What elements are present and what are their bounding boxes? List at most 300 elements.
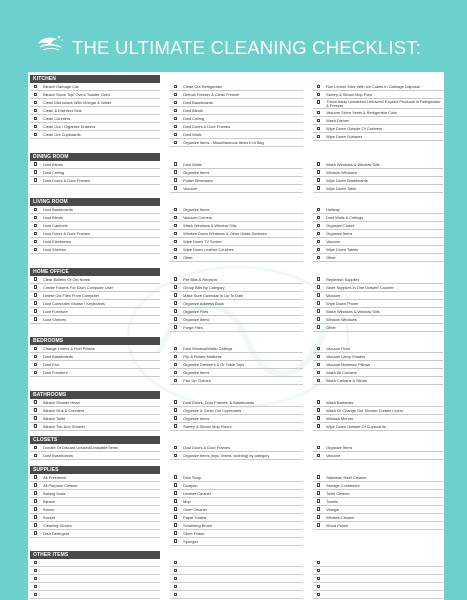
checklist-item[interactable]	[30, 567, 160, 575]
checkbox[interactable]	[174, 577, 178, 581]
checkbox[interactable]	[317, 224, 321, 228]
checklist-item[interactable]	[30, 222, 160, 230]
checklist-item[interactable]	[30, 407, 160, 415]
checklist-item[interactable]	[30, 444, 160, 452]
checklist-item[interactable]	[30, 206, 160, 214]
checklist-item[interactable]	[30, 559, 160, 567]
checkbox[interactable]	[174, 408, 178, 412]
checkbox[interactable]	[317, 285, 321, 289]
checkbox[interactable]	[34, 125, 38, 129]
checkbox[interactable]	[317, 347, 321, 351]
checklist-item[interactable]	[313, 292, 443, 300]
checklist-item[interactable]	[170, 276, 303, 284]
checklist-item[interactable]	[30, 423, 160, 431]
checklist-item[interactable]	[313, 276, 443, 284]
checkbox[interactable]	[174, 224, 178, 228]
checkbox[interactable]	[34, 162, 38, 166]
checkbox[interactable]	[317, 208, 321, 212]
checkbox[interactable]	[174, 483, 178, 487]
checklist-item[interactable]	[30, 83, 160, 91]
checkbox[interactable]	[174, 93, 178, 97]
checkbox[interactable]	[34, 93, 38, 97]
checklist-item[interactable]	[170, 567, 303, 575]
checkbox[interactable]	[174, 569, 178, 573]
checklist-item[interactable]	[30, 169, 160, 177]
checklist-item[interactable]	[30, 292, 160, 300]
checklist-item[interactable]	[170, 292, 303, 300]
checkbox[interactable]	[34, 293, 38, 297]
checklist-item[interactable]	[170, 559, 303, 567]
checkbox[interactable]	[34, 577, 38, 581]
checklist-item[interactable]	[30, 316, 160, 324]
checklist-item[interactable]	[170, 538, 303, 546]
checkbox[interactable]	[317, 416, 321, 420]
checklist-item[interactable]	[170, 506, 303, 514]
checkbox[interactable]	[174, 232, 178, 236]
checklist-item[interactable]	[313, 399, 443, 407]
checkbox[interactable]	[174, 499, 178, 503]
checklist-item[interactable]	[30, 91, 160, 99]
checklist-item[interactable]	[170, 583, 303, 591]
checklist-item[interactable]	[30, 474, 160, 482]
checkbox[interactable]	[317, 85, 321, 89]
checklist-item[interactable]	[30, 575, 160, 583]
checkbox[interactable]	[174, 133, 178, 137]
checkbox[interactable]	[34, 363, 38, 367]
checklist-item[interactable]	[30, 353, 160, 361]
checklist-item[interactable]	[170, 353, 303, 361]
checkbox[interactable]	[174, 347, 178, 351]
checklist-item[interactable]	[170, 482, 303, 490]
checklist-item[interactable]	[170, 324, 303, 332]
checklist-item[interactable]	[170, 131, 303, 139]
section-column	[30, 337, 160, 377]
checklist-item[interactable]	[313, 109, 443, 117]
checklist-item[interactable]	[313, 214, 443, 222]
checklist-item[interactable]	[30, 276, 160, 284]
checklist-item[interactable]	[30, 123, 160, 131]
checkbox[interactable]	[174, 162, 178, 166]
checkbox[interactable]	[174, 178, 178, 182]
checkbox[interactable]	[174, 317, 178, 321]
checklist-item[interactable]	[30, 115, 160, 123]
checklist-item[interactable]	[30, 177, 160, 185]
checkbox[interactable]	[317, 569, 321, 573]
checkbox[interactable]	[317, 277, 321, 281]
checklist-item[interactable]	[313, 161, 443, 169]
checklist-item[interactable]	[170, 214, 303, 222]
checklist-item[interactable]	[30, 246, 160, 254]
checklist-item[interactable]	[170, 185, 303, 193]
checkbox[interactable]	[317, 256, 321, 260]
checkbox[interactable]	[34, 531, 38, 535]
checklist-item[interactable]	[170, 206, 303, 214]
checkbox[interactable]	[34, 109, 38, 113]
checkbox[interactable]	[317, 363, 321, 367]
checklist-item[interactable]	[313, 522, 443, 530]
checklist-item[interactable]	[170, 514, 303, 522]
checkbox[interactable]	[317, 371, 321, 375]
checkbox[interactable]	[317, 100, 321, 104]
checkbox[interactable]	[174, 285, 178, 289]
checklist-item[interactable]	[170, 575, 303, 583]
checkbox[interactable]	[34, 117, 38, 121]
checklist-item[interactable]	[313, 369, 443, 377]
checkbox[interactable]	[174, 355, 178, 359]
checklist-item[interactable]	[313, 254, 443, 262]
checklist-item[interactable]	[170, 316, 303, 324]
checkbox[interactable]	[317, 93, 321, 97]
checkbox[interactable]	[317, 232, 321, 236]
checklist-item[interactable]	[30, 498, 160, 506]
checkbox[interactable]	[317, 135, 321, 139]
checkbox[interactable]	[317, 248, 321, 252]
checkbox[interactable]	[34, 216, 38, 220]
checklist-item[interactable]	[170, 238, 303, 246]
checklist-item-label: Vacuum	[326, 292, 341, 298]
checklist-item-label: Other	[326, 255, 336, 260]
checkbox[interactable]	[174, 248, 178, 252]
checkbox[interactable]	[34, 309, 38, 313]
checkbox[interactable]	[174, 515, 178, 519]
checklist-item[interactable]	[313, 324, 443, 332]
checkbox[interactable]	[317, 593, 321, 597]
checklist-item[interactable]	[313, 316, 443, 324]
checkbox[interactable]	[317, 446, 321, 450]
checklist-item[interactable]	[170, 254, 303, 262]
checklist-item-label: Clean Out / Organize Drawers	[43, 124, 96, 129]
checklist-item-label: Organize Items	[183, 169, 210, 175]
checklist-item[interactable]	[313, 498, 443, 506]
checkbox[interactable]	[317, 127, 321, 131]
checkbox[interactable]	[317, 162, 321, 166]
checklist-item[interactable]	[313, 125, 443, 133]
checkbox[interactable]	[317, 186, 321, 190]
checklist-item[interactable]	[170, 444, 303, 452]
checklist-item[interactable]	[170, 361, 303, 369]
checkbox[interactable]	[174, 593, 178, 597]
checkbox[interactable]	[34, 454, 38, 458]
checkbox[interactable]	[34, 585, 38, 589]
checklist-item[interactable]	[313, 474, 443, 482]
checkbox[interactable]	[174, 539, 178, 543]
checkbox[interactable]	[174, 309, 178, 313]
checklist-item[interactable]	[313, 444, 443, 452]
checklist-item[interactable]	[30, 238, 160, 246]
checkbox[interactable]	[34, 277, 38, 281]
checklist-item[interactable]	[313, 377, 443, 385]
checkbox[interactable]	[174, 585, 178, 589]
checklist-item[interactable]	[30, 506, 160, 514]
checkbox[interactable]	[317, 317, 321, 321]
checkbox[interactable]	[317, 170, 321, 174]
checklist-item[interactable]	[30, 369, 160, 377]
checklist-item[interactable]	[170, 139, 303, 147]
checkbox[interactable]	[34, 561, 38, 565]
checklist-item[interactable]	[313, 415, 443, 423]
checkbox[interactable]	[317, 561, 321, 565]
checkbox[interactable]	[317, 523, 321, 527]
checklist-item[interactable]	[170, 591, 303, 599]
checklist-item[interactable]	[313, 353, 443, 361]
checklist-item[interactable]	[313, 559, 443, 567]
checkbox[interactable]	[317, 325, 321, 329]
checkbox[interactable]	[174, 170, 178, 174]
checklist-item[interactable]	[30, 583, 160, 591]
checkbox[interactable]	[174, 507, 178, 511]
checklist-item[interactable]	[313, 591, 443, 599]
checklist-item[interactable]	[170, 123, 303, 131]
checklist-item[interactable]	[30, 482, 160, 490]
checklist-item[interactable]	[313, 238, 443, 246]
checklist-item[interactable]	[313, 230, 443, 238]
checkbox[interactable]	[174, 301, 178, 305]
checklist-item[interactable]	[170, 246, 303, 254]
checkbox[interactable]	[174, 561, 178, 565]
checkbox[interactable]	[317, 400, 321, 404]
checkbox[interactable]	[174, 240, 178, 244]
checklist-item-label: Wash Or Change Out Shower Curtain Liners	[326, 407, 403, 413]
checkbox[interactable]	[34, 499, 38, 503]
checkbox[interactable]	[317, 178, 321, 182]
checklist-item[interactable]	[30, 415, 160, 423]
checklist-item[interactable]	[170, 377, 303, 385]
checkbox[interactable]	[34, 507, 38, 511]
checkbox[interactable]	[317, 577, 321, 581]
checkbox[interactable]	[34, 101, 38, 105]
checkbox[interactable]	[317, 408, 321, 412]
checkbox[interactable]	[174, 325, 178, 329]
checklist-item[interactable]	[170, 490, 303, 498]
checklist-item[interactable]	[170, 222, 303, 230]
checkbox[interactable]	[34, 416, 38, 420]
checklist-item[interactable]	[170, 407, 303, 415]
checklist-item[interactable]	[170, 99, 303, 107]
checkbox[interactable]	[34, 347, 38, 351]
checklist-item[interactable]	[170, 115, 303, 123]
checkbox[interactable]	[317, 515, 321, 519]
checklist-item[interactable]	[313, 246, 443, 254]
checkbox[interactable]	[174, 454, 178, 458]
checklist-item[interactable]	[30, 591, 160, 599]
checklist-item[interactable]	[313, 361, 443, 369]
checkbox[interactable]	[317, 483, 321, 487]
checkbox[interactable]	[34, 85, 38, 89]
checkbox[interactable]	[34, 475, 38, 479]
checklist-item[interactable]	[313, 133, 443, 141]
checkbox[interactable]	[34, 446, 38, 450]
checklist-item[interactable]	[170, 452, 303, 460]
checkbox[interactable]	[34, 523, 38, 527]
checkbox[interactable]	[34, 569, 38, 573]
checkbox[interactable]	[174, 475, 178, 479]
checkbox[interactable]	[174, 186, 178, 190]
checklist-item[interactable]	[30, 514, 160, 522]
checkbox[interactable]	[317, 355, 321, 359]
checklist-item[interactable]	[170, 522, 303, 530]
checklist-item[interactable]	[313, 83, 443, 91]
checklist-item[interactable]	[170, 415, 303, 423]
checklist-item[interactable]	[313, 452, 443, 460]
checklist-item[interactable]	[30, 107, 160, 115]
checkbox[interactable]	[174, 117, 178, 121]
checkbox[interactable]	[317, 119, 321, 123]
checklist-item[interactable]	[313, 185, 443, 193]
checklist-item[interactable]	[313, 567, 443, 575]
checklist-item[interactable]	[313, 177, 443, 185]
checklist-item[interactable]	[170, 169, 303, 177]
checklist-item[interactable]	[170, 230, 303, 238]
checklist-item[interactable]	[313, 99, 443, 109]
checkbox[interactable]	[34, 232, 38, 236]
checkbox[interactable]	[34, 133, 38, 137]
checkbox[interactable]	[34, 408, 38, 412]
checklist-item[interactable]	[313, 506, 443, 514]
checklist-item[interactable]	[313, 222, 443, 230]
checkbox[interactable]	[174, 256, 178, 260]
section-column	[170, 551, 303, 600]
checkbox[interactable]	[174, 293, 178, 297]
checkbox[interactable]	[34, 483, 38, 487]
checkbox[interactable]	[34, 285, 38, 289]
checklist-item[interactable]	[313, 575, 443, 583]
section-header: DINING ROOM	[30, 153, 160, 161]
checklist-item[interactable]	[313, 345, 443, 353]
checklist-item[interactable]	[313, 308, 443, 316]
checkbox[interactable]	[174, 531, 178, 535]
checklist-item[interactable]	[170, 399, 303, 407]
checkbox[interactable]	[174, 208, 178, 212]
checkbox[interactable]	[34, 317, 38, 321]
checkbox[interactable]	[174, 141, 178, 145]
checkbox[interactable]	[174, 125, 178, 129]
checkbox[interactable]	[34, 208, 38, 212]
checklist-item[interactable]	[30, 490, 160, 498]
checklist-item[interactable]	[30, 230, 160, 238]
checkbox[interactable]	[317, 507, 321, 511]
checklist-item[interactable]	[30, 131, 160, 139]
checklist-item[interactable]	[313, 583, 443, 591]
checklist-item[interactable]	[170, 161, 303, 169]
checkbox[interactable]	[174, 379, 178, 383]
checkbox[interactable]	[34, 178, 38, 182]
checklist-item[interactable]	[30, 361, 160, 369]
checkbox[interactable]	[317, 499, 321, 503]
checklist-item-label: Bleach Stove Top/ Oven/ Toaster Oven	[43, 92, 110, 97]
checklist-item[interactable]	[170, 91, 303, 99]
checkbox[interactable]	[317, 585, 321, 589]
checkbox[interactable]	[174, 85, 178, 89]
checkbox[interactable]	[317, 293, 321, 297]
checkbox[interactable]	[174, 101, 178, 105]
checkbox[interactable]	[174, 424, 178, 428]
checklist-item[interactable]	[170, 107, 303, 115]
checklist-item[interactable]	[313, 117, 443, 125]
checkbox[interactable]	[174, 446, 178, 450]
checkbox[interactable]	[317, 424, 321, 428]
checklist-item[interactable]	[30, 452, 160, 460]
checklist-item[interactable]	[170, 474, 303, 482]
checklist-item[interactable]	[30, 284, 160, 292]
checklist-item[interactable]	[30, 99, 160, 107]
checklist-item[interactable]	[170, 284, 303, 292]
checklist-item[interactable]	[313, 482, 443, 490]
checklist-item[interactable]	[170, 423, 303, 431]
checklist-item[interactable]	[30, 345, 160, 353]
checklist-item-label: Wash Bathmats	[326, 399, 354, 405]
checkbox[interactable]	[174, 363, 178, 367]
checkbox[interactable]	[34, 248, 38, 252]
checklist-item[interactable]	[170, 308, 303, 316]
checkbox[interactable]	[174, 109, 178, 113]
checkbox[interactable]	[317, 491, 321, 495]
checkbox[interactable]	[317, 216, 321, 220]
checklist-item[interactable]	[313, 423, 443, 431]
checklist-item[interactable]	[313, 169, 443, 177]
checkbox[interactable]	[317, 301, 321, 305]
checklist-item[interactable]	[313, 91, 443, 99]
checklist-item[interactable]	[170, 300, 303, 308]
checkbox[interactable]	[317, 379, 321, 383]
checklist-item[interactable]	[313, 490, 443, 498]
checkbox[interactable]	[34, 424, 38, 428]
checkbox[interactable]	[34, 224, 38, 228]
checklist-item[interactable]	[313, 407, 443, 415]
checklist-item[interactable]	[170, 177, 303, 185]
checkbox[interactable]	[34, 355, 38, 359]
checkbox[interactable]	[317, 475, 321, 479]
checkbox[interactable]	[174, 371, 178, 375]
checkbox[interactable]	[34, 240, 38, 244]
checklist-item[interactable]	[30, 300, 160, 308]
checkbox[interactable]	[34, 515, 38, 519]
checklist-item[interactable]	[30, 399, 160, 407]
checklist-item-label: Delete Old Files From Computer	[43, 292, 100, 298]
checklist-item[interactable]	[170, 498, 303, 506]
checklist-item[interactable]	[170, 83, 303, 91]
checklist-item[interactable]	[30, 530, 160, 538]
checklist-item[interactable]	[30, 522, 160, 530]
checkbox[interactable]	[174, 400, 178, 404]
checklist-item-label: Other	[326, 324, 336, 330]
checkbox[interactable]	[34, 400, 38, 404]
checkbox[interactable]	[174, 216, 178, 220]
checkbox[interactable]	[317, 454, 321, 458]
checklist-item[interactable]	[30, 214, 160, 222]
checkbox[interactable]	[34, 301, 38, 305]
checkbox[interactable]	[317, 240, 321, 244]
checklist-item[interactable]	[313, 206, 443, 214]
checklist-item[interactable]	[313, 300, 443, 308]
checklist-item[interactable]	[170, 369, 303, 377]
checklist-item[interactable]	[30, 161, 160, 169]
checkbox[interactable]	[34, 371, 38, 375]
checklist-item[interactable]	[313, 284, 443, 292]
checkbox[interactable]	[174, 523, 178, 527]
checkbox[interactable]	[174, 491, 178, 495]
checkbox[interactable]	[317, 309, 321, 313]
checklist-item[interactable]	[170, 345, 303, 353]
checkbox[interactable]	[34, 593, 38, 597]
checklist-item[interactable]	[313, 514, 443, 522]
checkbox[interactable]	[34, 170, 38, 174]
checklist-item[interactable]	[170, 530, 303, 538]
checkbox[interactable]	[174, 277, 178, 281]
checklist-item[interactable]	[30, 308, 160, 316]
checkbox[interactable]	[317, 111, 321, 115]
checkbox[interactable]	[34, 491, 38, 495]
checkbox[interactable]	[174, 416, 178, 420]
